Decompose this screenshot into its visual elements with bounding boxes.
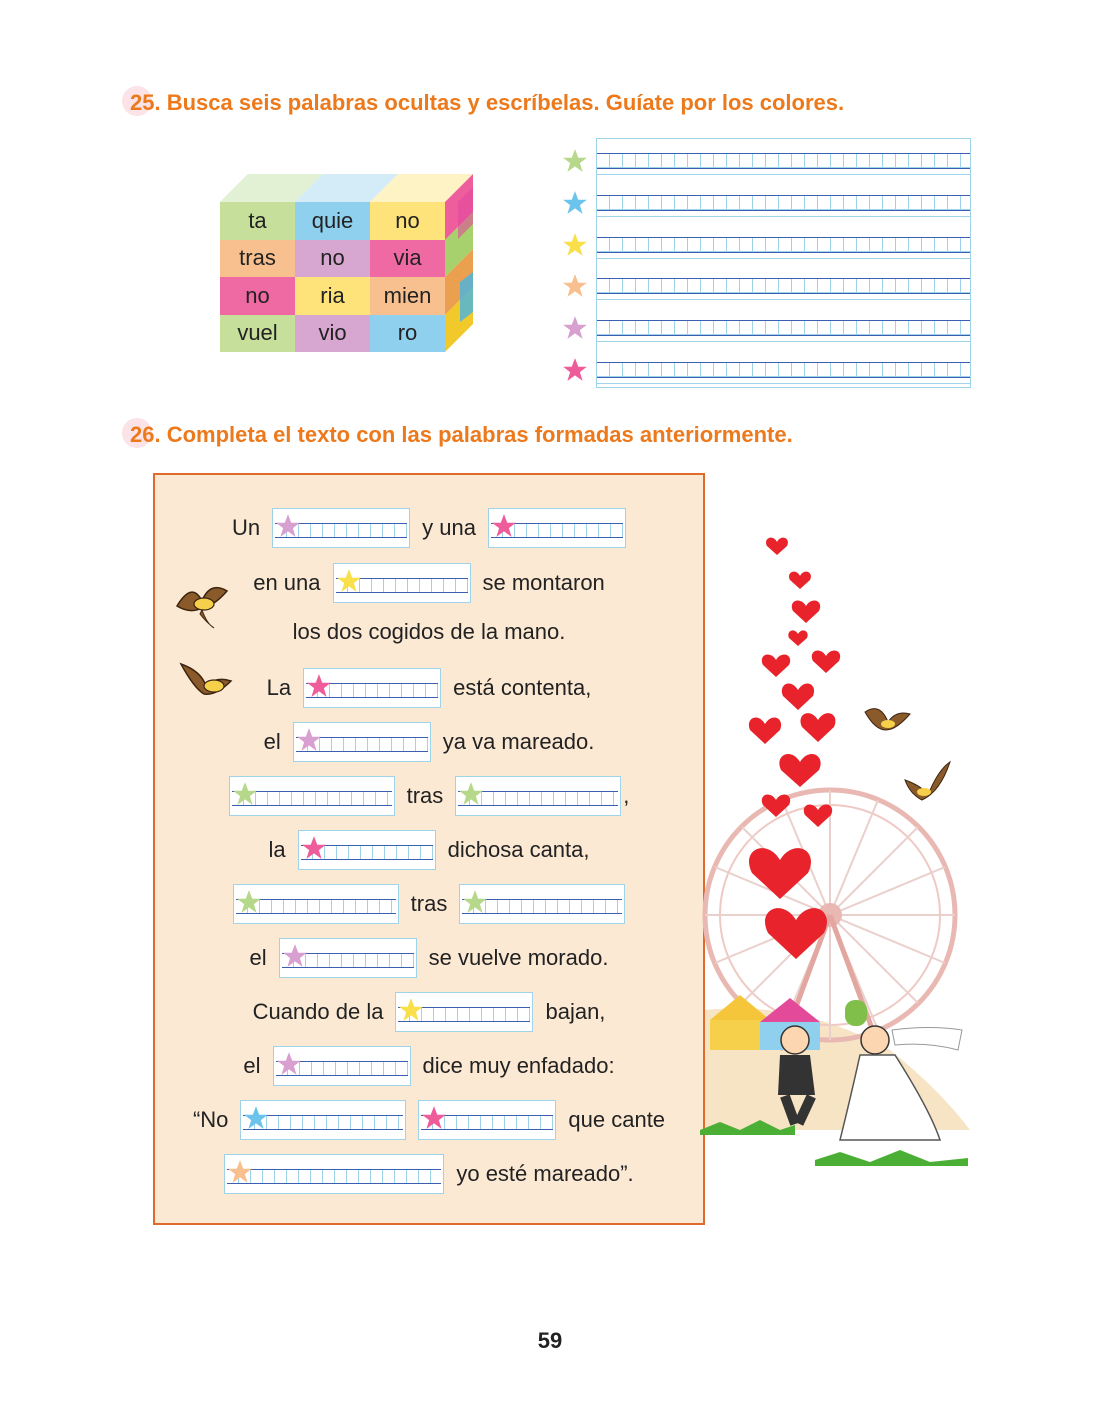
syllable-cell: vuel — [220, 315, 295, 353]
syllable-cell: ta — [220, 202, 295, 240]
exercise-26-number: 26. — [130, 422, 161, 447]
bird-illustration — [176, 656, 236, 711]
answer-blank[interactable] — [395, 992, 533, 1032]
syllable-cell: tras — [220, 240, 295, 278]
poem-word: “No — [192, 1107, 229, 1132]
writing-line[interactable] — [597, 278, 970, 292]
poem-word: La — [266, 675, 292, 700]
answer-blank[interactable] — [298, 830, 436, 870]
answer-blank[interactable] — [224, 1154, 444, 1194]
star-icon — [458, 781, 484, 807]
syllable-cell: no — [220, 277, 295, 315]
poem-word: los dos cogidos de la mano. — [292, 619, 566, 644]
poem-line-6 — [155, 776, 703, 816]
answer-blank[interactable] — [418, 1100, 556, 1140]
star-icon — [562, 190, 588, 216]
poem-word: el — [243, 1053, 261, 1078]
answer-blank[interactable] — [279, 938, 417, 978]
poem-word: el — [249, 945, 267, 970]
star-icon — [236, 889, 262, 915]
answer-blank[interactable] — [293, 722, 431, 762]
poem-line-5 — [155, 722, 703, 762]
syllable-cell: ro — [370, 315, 445, 353]
star-icon — [336, 568, 362, 594]
poem-word: dice muy enfadado: — [422, 1053, 615, 1078]
poem-line-10 — [155, 992, 703, 1032]
poem-word: y una — [422, 515, 476, 540]
star-icon — [562, 148, 588, 174]
poem-line-12 — [155, 1100, 703, 1140]
bird-illustration — [172, 576, 232, 631]
syllable-cell: via — [370, 240, 445, 278]
poem-word: , — [623, 783, 630, 808]
writing-line[interactable] — [597, 195, 970, 209]
poem-word: tras — [406, 783, 444, 808]
poem-word: Un — [232, 515, 261, 540]
page-number: 59 — [537, 1328, 563, 1353]
exercise-26-heading — [130, 422, 793, 448]
answer-blank[interactable] — [229, 776, 395, 816]
poem-word: el — [263, 729, 281, 754]
syllable-cell: no — [370, 202, 445, 240]
star-icon — [275, 513, 301, 539]
star-icon — [232, 781, 258, 807]
poem-word: dichosa canta, — [447, 837, 590, 862]
syllable-cell: quie — [295, 202, 370, 240]
poem-line-4 — [155, 668, 703, 708]
poem-word: bajan, — [545, 999, 606, 1024]
ferris-wheel-couple-illustration — [700, 530, 990, 1170]
star-icon — [282, 943, 308, 969]
answer-blank[interactable] — [273, 1046, 411, 1086]
syllable-grid — [220, 202, 445, 352]
star-icon — [276, 1051, 302, 1077]
star-icon — [562, 357, 588, 383]
answer-blank[interactable] — [333, 563, 471, 603]
writing-line[interactable] — [597, 362, 970, 376]
poem-line-3 — [155, 612, 703, 652]
answer-blank[interactable] — [459, 884, 625, 924]
poem-line-1 — [155, 508, 703, 548]
poem-word: ya va mareado. — [442, 729, 595, 754]
star-icon — [562, 273, 588, 299]
poem-line-9 — [155, 938, 703, 978]
writing-lines-box[interactable] — [596, 138, 971, 388]
star-icon — [306, 673, 332, 699]
answer-blank[interactable] — [272, 508, 410, 548]
star-icon — [421, 1105, 447, 1131]
poem-line-8 — [155, 884, 703, 924]
poem-word: que cante — [568, 1107, 666, 1132]
poem-line-2 — [155, 563, 703, 603]
star-icon — [462, 889, 488, 915]
star-icon — [491, 513, 517, 539]
poem-word: Cuando de la — [252, 999, 384, 1024]
answer-blank[interactable] — [240, 1100, 406, 1140]
star-icon — [296, 727, 322, 753]
syllable-cube — [220, 172, 480, 357]
exercise-25-title: Busca seis palabras ocultas y escríbelas. Guíate por los colores. — [166, 90, 845, 115]
syllable-cell: vio — [295, 315, 370, 353]
poem-line-7 — [155, 830, 703, 870]
poem-line-11 — [155, 1046, 703, 1086]
star-icon — [562, 315, 588, 341]
exercise-25-number: 25. — [130, 90, 161, 115]
writing-line[interactable] — [597, 237, 970, 251]
answer-blank[interactable] — [488, 508, 626, 548]
syllable-cell: mien — [370, 277, 445, 315]
syllable-cell: no — [295, 240, 370, 278]
poem-line-13 — [155, 1154, 703, 1194]
poem-word: está contenta, — [453, 675, 592, 700]
poem-word: en una — [253, 570, 321, 595]
star-icon — [227, 1159, 253, 1185]
star-icon — [301, 835, 327, 861]
exercise-26-title: Completa el texto con las palabras formadas anteriormente. — [166, 422, 793, 447]
poem-parchment — [153, 473, 705, 1225]
poem-word: yo esté mareado”. — [456, 1161, 634, 1186]
syllable-cell: ria — [295, 277, 370, 315]
answer-blank[interactable] — [303, 668, 441, 708]
poem-word: se montaron — [482, 570, 605, 595]
poem-word: tras — [410, 891, 448, 916]
star-icon — [243, 1105, 269, 1131]
star-icon — [398, 997, 424, 1023]
exercise-25-heading — [130, 90, 844, 116]
answer-blank[interactable] — [455, 776, 621, 816]
poem-word: se vuelve morado. — [428, 945, 609, 970]
answer-blank[interactable] — [233, 884, 399, 924]
star-icon — [562, 232, 588, 258]
poem-word: la — [268, 837, 286, 862]
writing-line[interactable] — [597, 320, 970, 334]
writing-line[interactable] — [597, 153, 970, 167]
